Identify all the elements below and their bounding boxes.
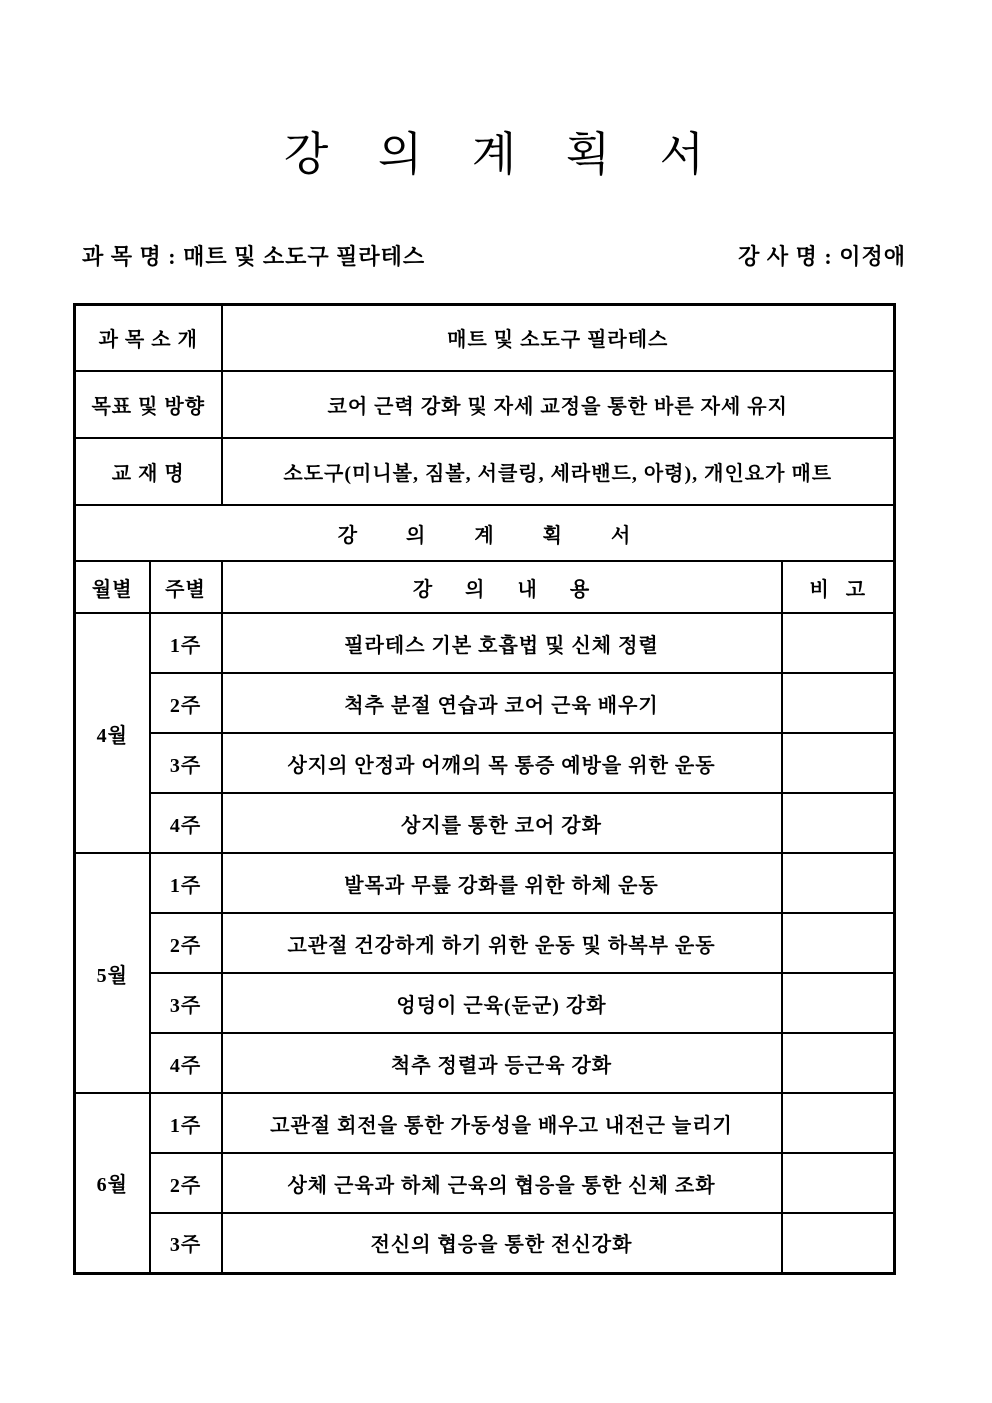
note-cell: [782, 913, 895, 973]
note-cell: [782, 1033, 895, 1093]
subject-name: 과 목 명 : 매트 및 소도구 필라테스: [82, 243, 426, 269]
schedule-row: [75, 1213, 895, 1273]
week-cell: 2주: [150, 1153, 222, 1213]
note-cell: [782, 1153, 895, 1213]
schedule-row: [75, 793, 895, 853]
week-cell: 3주: [150, 1213, 222, 1273]
content-cell: 상지의 안정과 어깨의 목 통증 예방을 위한 운동: [222, 733, 782, 793]
info-row-materials: [75, 438, 895, 505]
note-cell: [782, 733, 895, 793]
week-cell: 2주: [150, 673, 222, 733]
schedule-row: [75, 913, 895, 973]
section-title-row: [75, 505, 895, 561]
header-week: 주별: [150, 561, 222, 613]
header-note: 비 고: [782, 561, 895, 613]
schedule-row: [75, 1033, 895, 1093]
info-value: 매트 및 소도구 필라테스: [222, 304, 895, 371]
week-cell: 4주: [150, 793, 222, 853]
subject-instructor-line: [82, 240, 906, 271]
info-value: 코어 근력 강화 및 자세 교정을 통한 바른 자세 유지: [222, 371, 895, 438]
content-cell: 상체 근육과 하체 근육의 협응을 통한 신체 조화: [222, 1153, 782, 1213]
month-cell: 6월: [75, 1093, 150, 1273]
month-cell: 4월: [75, 613, 150, 853]
content-cell: 필라테스 기본 호흡법 및 신체 정렬: [222, 613, 782, 673]
note-cell: [782, 853, 895, 913]
note-cell: [782, 973, 895, 1033]
schedule-row: [75, 613, 895, 673]
schedule-row: [75, 1153, 895, 1213]
note-cell: [782, 793, 895, 853]
week-cell: 4주: [150, 1033, 222, 1093]
note-cell: [782, 1213, 895, 1273]
note-cell: [782, 673, 895, 733]
content-cell: 고관절 회전을 통한 가동성을 배우고 내전근 늘리기: [222, 1093, 782, 1153]
schedule-header-row: [75, 561, 895, 613]
header-month: 월별: [75, 561, 150, 613]
info-row-subject: [75, 304, 895, 371]
info-label: 교 재 명: [75, 438, 222, 505]
week-cell: 1주: [150, 853, 222, 913]
schedule-row: [75, 1093, 895, 1153]
content-cell: 엉덩이 근육(둔군) 강화: [222, 973, 782, 1033]
week-cell: 1주: [150, 613, 222, 673]
schedule-row: [75, 673, 895, 733]
week-cell: 1주: [150, 1093, 222, 1153]
content-cell: 상지를 통한 코어 강화: [222, 793, 782, 853]
schedule-row: [75, 853, 895, 913]
content-cell: 전신의 협응을 통한 전신강화: [222, 1213, 782, 1273]
instructor-name: 강 사 명 : 이정애: [738, 243, 906, 269]
lecture-plan-table: [73, 303, 896, 1275]
note-cell: [782, 1093, 895, 1153]
document-title: 강 의 계 획 서: [283, 129, 709, 180]
header-content: 강 의 내 용: [222, 561, 782, 613]
week-cell: 3주: [150, 973, 222, 1033]
section-title: 강 의 계 획 서: [75, 505, 895, 561]
info-label: 과 목 소 개: [75, 304, 222, 371]
schedule-row: [75, 973, 895, 1033]
schedule-row: [75, 733, 895, 793]
note-cell: [782, 613, 895, 673]
content-cell: 척추 분절 연습과 코어 근육 배우기: [222, 673, 782, 733]
week-cell: 3주: [150, 733, 222, 793]
info-value: 소도구(미니볼, 짐볼, 서클링, 세라밴드, 아령), 개인요가 매트: [222, 438, 895, 505]
content-cell: 척추 정렬과 등근육 강화: [222, 1033, 782, 1093]
content-cell: 발목과 무릎 강화를 위한 하체 운동: [222, 853, 782, 913]
info-label: 목표 및 방향: [75, 371, 222, 438]
content-cell: 고관절 건강하게 하기 위한 운동 및 하복부 운동: [222, 913, 782, 973]
month-cell: 5월: [75, 853, 150, 1093]
info-row-goal: [75, 371, 895, 438]
week-cell: 2주: [150, 913, 222, 973]
